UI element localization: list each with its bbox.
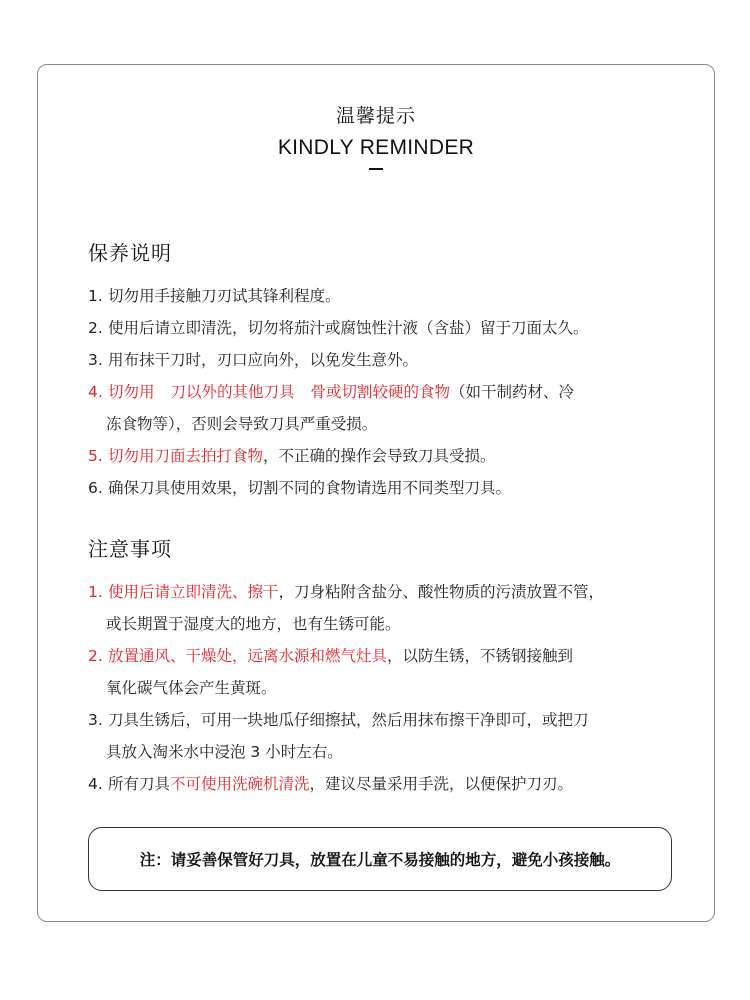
header <box>38 101 714 170</box>
item-text: 刀具生锈后，可用一块地瓜仔细擦拭，然后用抹布擦干净即可，或把刀 <box>108 711 589 729</box>
list-item <box>88 344 698 376</box>
title-en: KINDLY REMINDER <box>277 136 475 159</box>
item-continuation: 具放入淘米水中浸泡 3 小时左右。 <box>106 743 343 761</box>
item-number: 3. <box>88 711 103 729</box>
item-highlight: 切勿用 <box>108 383 155 401</box>
item-number: 3. <box>88 351 103 369</box>
item-number: 6. <box>88 479 103 497</box>
item-continuation: 氧化碳气体会产生黄斑。 <box>106 679 277 697</box>
item-continuation: 或长期置于湿度大的地方，也有生锈可能。 <box>106 615 401 633</box>
item-number: 2. <box>88 647 103 665</box>
item-text: ，以防生锈，不锈钢接触到 <box>387 647 574 665</box>
list-item <box>88 472 698 504</box>
notice-section <box>88 533 698 800</box>
item-highlight: 切勿用刀面去拍打食物 <box>108 447 264 465</box>
item-number: 1. <box>88 583 103 601</box>
list-item <box>88 280 698 312</box>
list-item <box>88 704 698 768</box>
item-text: ，不正确的操作会导致刀具受损。 <box>263 447 496 465</box>
item-number: 5. <box>88 447 103 465</box>
item-text: （如干制药材、冷 <box>450 383 575 401</box>
item-number: 4. <box>88 383 103 401</box>
item-text: 所有刀具 <box>108 775 171 793</box>
notice-title: 注意事项 <box>88 537 172 561</box>
item-text: ，刀身粘附含盐分、酸性物质的污渍放置不管， <box>278 583 605 601</box>
item-highlight: 刀以外的其他刀具 <box>170 383 295 401</box>
item-highlight: 使用后请立即清洗、擦干 <box>108 583 279 601</box>
reminder-card <box>37 64 715 922</box>
list-item <box>88 440 698 472</box>
item-text: 用布抹干刀时，刃口应向外，以免发生意外。 <box>108 351 419 369</box>
list-item <box>88 640 698 704</box>
list-item <box>88 312 698 344</box>
item-text: ，建议尽量采用手洗，以便保护刀刃。 <box>309 775 574 793</box>
item-text: 确保刀具使用效果，切割不同的食物请选用不同类型刀具。 <box>108 479 512 497</box>
list-item <box>88 376 698 440</box>
list-item <box>88 768 698 800</box>
item-number: 1. <box>88 287 103 305</box>
item-highlight: 不可使用洗碗机清洗 <box>170 775 310 793</box>
item-number: 2. <box>88 319 103 337</box>
title-cn: 温馨提示 <box>335 105 416 127</box>
maintenance-section <box>88 237 698 504</box>
item-number: 4. <box>88 775 103 793</box>
item-text: 使用后请立即清洗，切勿将茄汁或腐蚀性汁液（含盐）留于刀面太久。 <box>108 319 589 337</box>
item-continuation: 冻食物等），否则会导致刀具严重受损。 <box>106 415 378 433</box>
title-underline <box>369 168 383 170</box>
item-highlight: 骨或切割较硬的食物 <box>310 383 451 401</box>
maintenance-title: 保养说明 <box>88 241 172 265</box>
item-text: 切勿用手接触刀刃试其锋利程度。 <box>108 287 341 305</box>
list-item <box>88 576 698 640</box>
item-highlight: 放置通风、干燥处，远离水源和燃气灶具 <box>108 647 388 665</box>
child-safety-note: 注：请妥善保管好刀具，放置在儿童不易接触的地方，避免小孩接触。 <box>88 827 672 891</box>
